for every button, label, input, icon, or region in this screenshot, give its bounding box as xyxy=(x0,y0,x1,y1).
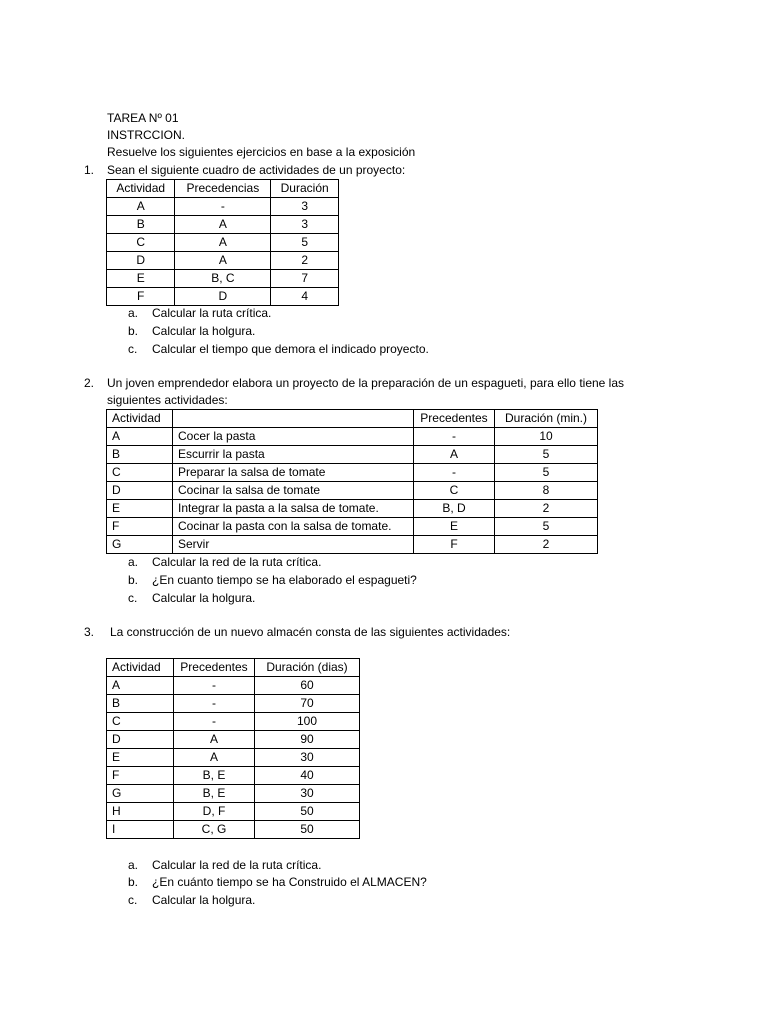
header-cell: Actividad xyxy=(107,659,174,677)
exercise-1-prompt: Sean el siguiente cuadro de actividades de un proyecto: xyxy=(107,163,406,177)
table-cell: 2 xyxy=(271,252,339,270)
table-row xyxy=(107,234,339,252)
table-cell: A xyxy=(174,731,255,749)
table-cell: 7 xyxy=(271,270,339,288)
table-row xyxy=(107,731,360,749)
table-cell: 5 xyxy=(495,446,598,464)
exercise-1-question-a xyxy=(128,304,271,322)
table-header-row xyxy=(107,659,360,677)
table-cell: - xyxy=(174,695,255,713)
question-text: Calcular el tiempo que demora el indicado proyecto. xyxy=(152,342,429,356)
header-cell: Actividad xyxy=(107,410,173,428)
table-cell: Cocer la pasta xyxy=(173,428,414,446)
table-cell: - xyxy=(174,713,255,731)
exercise-2-prompt-line-2: siguientes actividades: xyxy=(107,393,228,407)
question-text: Calcular la holgura. xyxy=(152,893,256,907)
exercise-2-question-a xyxy=(128,553,321,571)
table-cell: G xyxy=(107,536,173,554)
question-letter: a. xyxy=(128,555,139,569)
table-cell: 5 xyxy=(495,464,598,482)
question-letter: b. xyxy=(128,324,139,338)
table-row xyxy=(107,695,360,713)
table-row xyxy=(107,198,339,216)
table-row xyxy=(107,270,339,288)
table-cell: B, E xyxy=(174,785,255,803)
table-cell: D xyxy=(107,252,175,270)
table-cell: B, E xyxy=(174,767,255,785)
table-cell: - xyxy=(414,428,495,446)
table-row xyxy=(107,803,360,821)
exercise-3-question-a xyxy=(128,856,321,874)
table-cell: H xyxy=(107,803,174,821)
table-row xyxy=(107,288,339,306)
table-cell: C xyxy=(414,482,495,500)
table-row xyxy=(107,216,339,234)
header-cell: Precedentes xyxy=(414,410,495,428)
table-cell: 10 xyxy=(495,428,598,446)
header-cell: Actividad xyxy=(107,180,175,198)
exercise-2-prompt-line-1: Un joven emprendedor elabora un proyecto de la preparación de un espagueti, para ello tiene las xyxy=(107,376,625,390)
table-cell: B, D xyxy=(414,500,495,518)
table-cell: A xyxy=(107,428,173,446)
table-row xyxy=(107,785,360,803)
header-cell: Duración (min.) xyxy=(495,410,598,428)
table-cell: C xyxy=(107,464,173,482)
table-cell: 8 xyxy=(495,482,598,500)
table-cell: A xyxy=(175,234,271,252)
table-cell: 2 xyxy=(495,536,598,554)
table-cell: C xyxy=(107,713,174,731)
table-cell: C xyxy=(107,234,175,252)
exercise-2-number: 2. xyxy=(84,376,95,390)
exercise-2-question-b xyxy=(128,571,417,589)
table-header-row xyxy=(107,410,598,428)
table-cell: Integrar la pasta a la salsa de tomate. xyxy=(173,500,414,518)
question-text: Calcular la red de la ruta crítica. xyxy=(152,858,322,872)
table-row xyxy=(107,821,360,839)
table-cell: A xyxy=(107,677,174,695)
table-cell: G xyxy=(107,785,174,803)
table-cell: F xyxy=(414,536,495,554)
table-cell: - xyxy=(175,198,271,216)
table-cell: 30 xyxy=(255,749,360,767)
question-letter: c. xyxy=(128,893,138,907)
table-cell: 5 xyxy=(271,234,339,252)
exercise-2-question-c xyxy=(128,589,255,607)
table-cell: B xyxy=(107,695,174,713)
question-text: Calcular la holgura. xyxy=(152,591,256,605)
question-text: ¿En cuanto tiempo se ha elaborado el espagueti? xyxy=(152,573,417,587)
exercise-2-table xyxy=(106,409,598,554)
exercise-3-question-b xyxy=(128,873,427,891)
table-row xyxy=(107,767,360,785)
table-cell: 4 xyxy=(271,288,339,306)
table-cell: E xyxy=(107,749,174,767)
question-letter: a. xyxy=(128,306,139,320)
exercise-3-question-c xyxy=(128,891,255,909)
table-cell: D xyxy=(107,482,173,500)
exercise-1-question-b xyxy=(128,322,255,340)
table-row xyxy=(107,252,339,270)
table-row xyxy=(107,536,598,554)
table-cell: B xyxy=(107,216,175,234)
header-cell: Duración (dias) xyxy=(255,659,360,677)
table-cell: E xyxy=(414,518,495,536)
header-cell xyxy=(173,410,414,428)
table-cell: C, G xyxy=(174,821,255,839)
table-row xyxy=(107,464,598,482)
instruction-label: INSTRCCION. xyxy=(107,128,185,142)
document-title: TAREA Nº 01 xyxy=(107,111,179,125)
question-letter: a. xyxy=(128,858,139,872)
table-cell: Servir xyxy=(173,536,414,554)
question-letter: c. xyxy=(128,591,138,605)
table-row xyxy=(107,446,598,464)
table-cell: F xyxy=(107,518,173,536)
table-cell: E xyxy=(107,270,175,288)
table-row xyxy=(107,500,598,518)
table-cell: 70 xyxy=(255,695,360,713)
table-row xyxy=(107,677,360,695)
table-cell: 40 xyxy=(255,767,360,785)
table-cell: - xyxy=(174,677,255,695)
table-cell: A xyxy=(175,216,271,234)
table-cell: A xyxy=(175,252,271,270)
table-cell: 50 xyxy=(255,821,360,839)
table-cell: Cocinar la pasta con la salsa de tomate. xyxy=(173,518,414,536)
table-cell: 3 xyxy=(271,216,339,234)
table-cell: D xyxy=(175,288,271,306)
table-cell: Escurrir la pasta xyxy=(173,446,414,464)
table-cell: F xyxy=(107,767,174,785)
table-cell: A xyxy=(174,749,255,767)
header-cell: Precedencias xyxy=(175,180,271,198)
table-row xyxy=(107,518,598,536)
table-cell: Cocinar la salsa de tomate xyxy=(173,482,414,500)
exercise-1-table xyxy=(106,179,339,306)
instruction-text: Resuelve los siguientes ejercicios en base a la exposición xyxy=(107,145,416,159)
table-cell: B xyxy=(107,446,173,464)
table-cell: - xyxy=(414,464,495,482)
table-row xyxy=(107,713,360,731)
exercise-3-prompt: La construcción de un nuevo almacén consta de las siguientes actividades: xyxy=(110,625,511,639)
table-cell: 60 xyxy=(255,677,360,695)
question-letter: c. xyxy=(128,342,138,356)
table-cell: I xyxy=(107,821,174,839)
header-cell: Precedentes xyxy=(174,659,255,677)
question-letter: b. xyxy=(128,573,139,587)
table-row xyxy=(107,428,598,446)
table-cell: B, C xyxy=(175,270,271,288)
table-cell: Preparar la salsa de tomate xyxy=(173,464,414,482)
table-cell: A xyxy=(414,446,495,464)
table-cell: 100 xyxy=(255,713,360,731)
table-cell: F xyxy=(107,288,175,306)
header-cell: Duración xyxy=(271,180,339,198)
table-cell: E xyxy=(107,500,173,518)
question-text: Calcular la ruta crítica. xyxy=(152,306,272,320)
question-text: Calcular la holgura. xyxy=(152,324,256,338)
table-cell: D, F xyxy=(174,803,255,821)
table-cell: 30 xyxy=(255,785,360,803)
table-row xyxy=(107,482,598,500)
exercise-1-question-c xyxy=(128,340,429,358)
table-cell: D xyxy=(107,731,174,749)
table-cell: 5 xyxy=(495,518,598,536)
exercise-3-table xyxy=(106,658,360,839)
table-header-row xyxy=(107,180,339,198)
table-cell: 2 xyxy=(495,500,598,518)
question-text: Calcular la red de la ruta crítica. xyxy=(152,555,322,569)
table-row xyxy=(107,749,360,767)
table-cell: 50 xyxy=(255,803,360,821)
exercise-3-number: 3. xyxy=(84,625,95,639)
question-text: ¿En cuánto tiempo se ha Construido el ALMACEN? xyxy=(152,875,427,889)
exercise-1-number: 1. xyxy=(84,163,95,177)
table-cell: 90 xyxy=(255,731,360,749)
question-letter: b. xyxy=(128,875,139,889)
table-cell: 3 xyxy=(271,198,339,216)
table-cell: A xyxy=(107,198,175,216)
